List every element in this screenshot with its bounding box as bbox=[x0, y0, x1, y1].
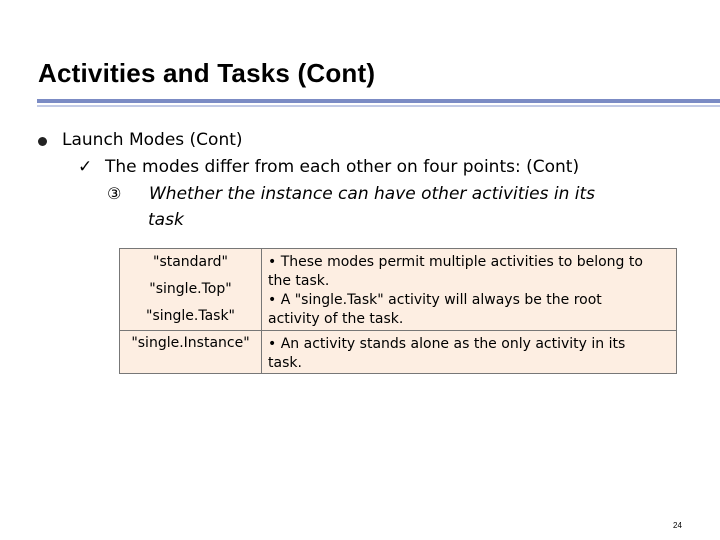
description-line: the task. bbox=[268, 273, 330, 289]
bullet-level2-text: The modes differ from each other on four points: (Cont) bbox=[105, 157, 580, 177]
bullet-level3-text-line2: task bbox=[148, 210, 184, 230]
single-instance-description bbox=[262, 331, 677, 374]
slide-title: Activities and Tasks (Cont) bbox=[38, 58, 376, 88]
bullet-dot-icon bbox=[38, 137, 47, 146]
mode-single-instance: "single.Instance" bbox=[131, 335, 250, 351]
mode-standard: "standard" bbox=[153, 254, 228, 270]
mode-group-description bbox=[262, 249, 677, 331]
description-line: task. bbox=[268, 355, 302, 371]
description-line: • A "single.Task" activity will always be the root bbox=[268, 292, 602, 308]
title-underline-shadow bbox=[37, 105, 720, 107]
table-row bbox=[120, 249, 677, 331]
mode-single-top: "single.Top" bbox=[149, 281, 232, 297]
mode-single-task: "single.Task" bbox=[146, 308, 235, 324]
description-line: • These modes permit multiple activities to belong to bbox=[268, 254, 643, 270]
table-row bbox=[120, 331, 677, 374]
description-line: • An activity stands alone as the only activity in its bbox=[268, 336, 626, 352]
bullet-level1-text: Launch Modes (Cont) bbox=[62, 130, 243, 150]
mode-group-cell bbox=[120, 249, 262, 331]
circled-three-icon: ③ bbox=[107, 184, 122, 203]
description-line: activity of the task. bbox=[268, 311, 404, 327]
checkmark-icon: ✓ bbox=[78, 157, 93, 177]
launch-modes-table bbox=[119, 248, 677, 374]
bullet-level3-text-line1: Whether the instance can have other activities in its bbox=[149, 184, 596, 204]
title-underline bbox=[37, 99, 720, 103]
mode-single-instance-cell bbox=[120, 331, 262, 374]
page-number: 24 bbox=[673, 521, 682, 530]
